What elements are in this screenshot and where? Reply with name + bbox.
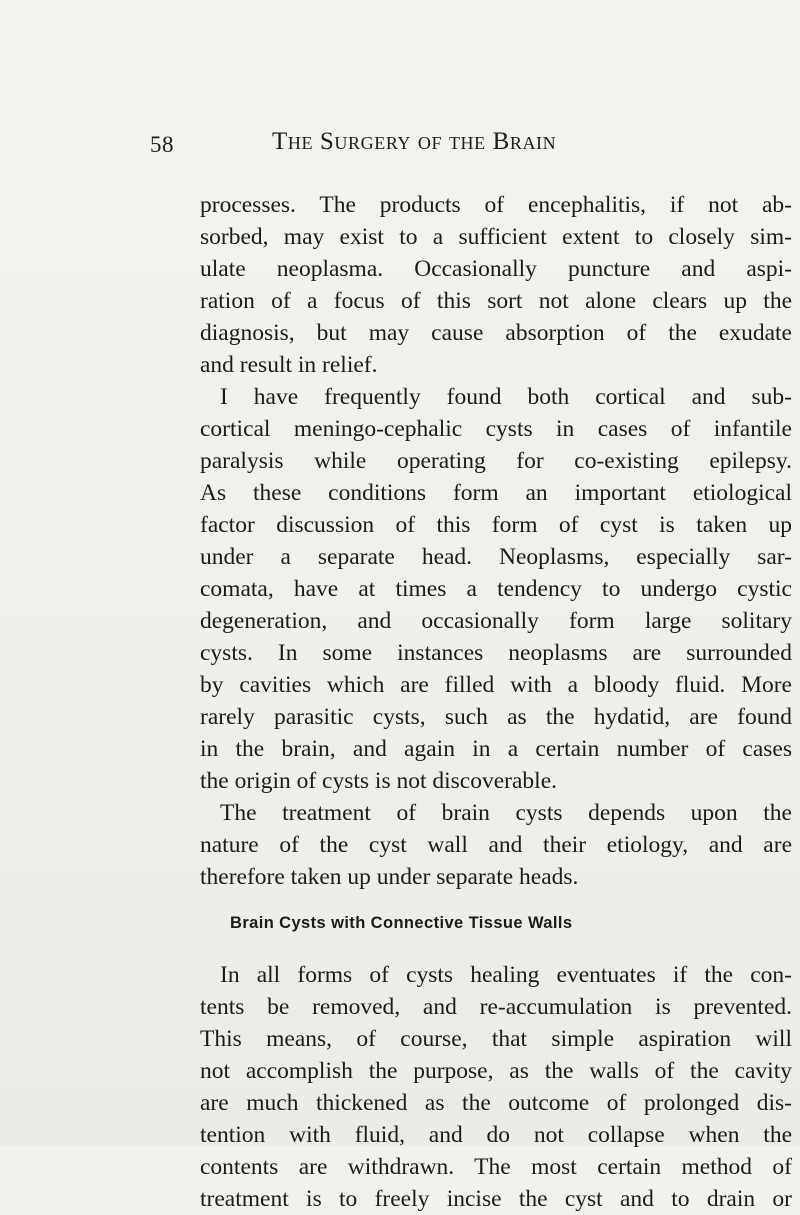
text-line: paralysis while operating for co-existing epilepsy. — [200, 448, 792, 474]
text-line: under a separate head. Neoplasms, especially sar- — [200, 544, 792, 570]
text-line: degeneration, and occasionally form large solitary — [200, 608, 792, 634]
text-line: cysts. In some instances neoplasms are surrounded — [200, 640, 792, 666]
paragraph-3 — [200, 797, 792, 893]
text-line: the origin of cysts is not discoverable. — [200, 768, 557, 794]
text-line: diagnosis, but may cause absorption of the exudate — [200, 320, 792, 346]
text-line: are much thickened as the outcome of prolonged dis- — [200, 1090, 792, 1116]
text-line: tention with fluid, and do not collapse when the — [200, 1122, 792, 1148]
text-line: comata, have at times a tendency to undergo cystic — [200, 576, 792, 602]
text-line: factor discussion of this form of cyst is taken up — [200, 512, 792, 538]
page-number: 58 — [150, 132, 174, 157]
text-line: not accomplish the purpose, as the walls of the cavity — [200, 1058, 792, 1084]
paragraph-1 — [200, 189, 792, 381]
running-head: The Surgery of the Brain — [272, 128, 557, 155]
text-line: ulate neoplasma. Occasionally puncture and aspi- — [200, 256, 792, 282]
text-line: by cavities which are filled with a bloody fluid. More — [200, 672, 792, 698]
paragraph-4 — [200, 959, 792, 1215]
text-line: The treatment of brain cysts depends upon the — [220, 800, 792, 826]
text-line: processes. The products of encephalitis, if not ab- — [200, 192, 792, 218]
text-line: This means, of course, that simple aspiration will — [200, 1026, 792, 1052]
text-line: In all forms of cysts healing eventuates if the con- — [220, 962, 792, 988]
text-line: and result in relief. — [200, 352, 378, 378]
text-line: ration of a focus of this sort not alone clears up the — [200, 288, 792, 314]
text-line: rarely parasitic cysts, such as the hydatid, are found — [200, 704, 792, 730]
text-line: treatment is to freely incise the cyst and to drain or — [200, 1186, 792, 1212]
paragraph-2 — [200, 381, 792, 797]
text-line: As these conditions form an important etiological — [200, 480, 792, 506]
text-line: I have frequently found both cortical and sub- — [220, 384, 792, 410]
text-line: cortical meningo-cephalic cysts in cases of infantile — [200, 416, 792, 442]
text-line: in the brain, and again in a certain number of cases — [200, 736, 792, 762]
body-text — [200, 189, 792, 1215]
text-line: contents are withdrawn. The most certain method of — [200, 1154, 792, 1180]
text-line: nature of the cyst wall and their etiology, and are — [200, 832, 792, 858]
text-line: therefore taken up under separate heads. — [200, 864, 579, 890]
text-line: tents be removed, and re-accumulation is prevented. — [200, 994, 792, 1020]
text-line: sorbed, may exist to a sufficient extent to closely sim- — [200, 224, 792, 250]
page-header — [150, 122, 800, 162]
section-heading: Brain Cysts with Connective Tissue Walls — [230, 914, 573, 932]
